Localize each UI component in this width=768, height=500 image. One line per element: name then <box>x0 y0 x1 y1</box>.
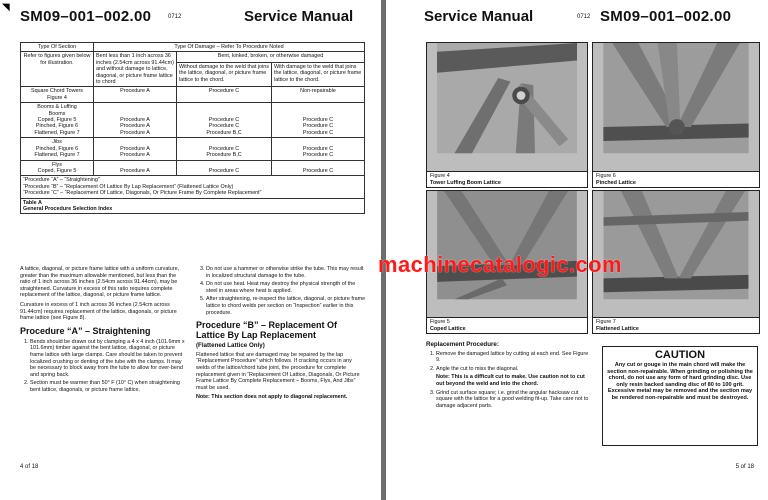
note: Note: This is a difficult cut to make. Use caution not to cut out beyond the weld and into the chord. <box>436 374 585 387</box>
procedure-cell: Procedure C Procedure C Procedure C <box>272 103 365 138</box>
section-cell: Jibs Pinched, Figure 6 Flattened, Figure 7 <box>21 138 94 160</box>
header-section: Type Of Section <box>21 43 94 52</box>
figure-caption <box>427 317 587 333</box>
section-cell: Flys Coped, Figure 5 <box>21 160 94 176</box>
section-heading: Procedure “B” – Replacement Of Lattice By Lap Replacement <box>196 320 338 341</box>
list-item: 5. After straightening, re-inspect the lattice, diagonal, or picture frame lattice to chord welds per section on “Inspection” earlier in this procedure. <box>206 296 366 316</box>
header-damage: Type Of Damage – Refer To Procedure Noted <box>94 43 365 52</box>
paragraph: Flattened lattice that are damaged may be repaired by the lap “Replacement Procedure” which follows. If cracking occurs in any welds of the lattice/chord tube joint, the procedure for complete replacement given in “Replacement Of Lattice, Diagonals, Or Picture Frame Lattice By Complete Replacement – Booms, Flys, And Jibs” must be used. <box>196 351 360 391</box>
caution-box <box>602 346 758 446</box>
procedure-cell: Procedure A <box>94 87 177 103</box>
replacement-procedure <box>426 340 594 411</box>
procedure-cell: Non-repairable <box>272 87 365 103</box>
manual-title: Service Manual <box>424 8 534 25</box>
caution-title: CAUTION <box>654 349 706 361</box>
page-number: 4 of 18 <box>20 464 39 470</box>
table-row <box>21 160 365 176</box>
list-item <box>436 366 594 388</box>
table-row <box>21 103 365 138</box>
doc-number: SM09–001–002.00 <box>600 8 732 25</box>
right-text-column <box>196 266 366 404</box>
procedure-cell: Procedure C Procedure B,C <box>177 138 272 160</box>
revision-code: 0712 <box>577 14 591 20</box>
note: Note: This section does not apply to diagonal replacement. <box>196 394 348 401</box>
right-page-header <box>386 8 768 30</box>
lattice-photo-image <box>427 43 587 169</box>
left-text-column <box>20 266 186 396</box>
figure-number: Figure 7 <box>596 319 616 326</box>
page-number: 5 of 18 <box>735 464 754 470</box>
watermark: machinecatalogic.com <box>378 252 622 277</box>
procedure-selection-table <box>20 42 365 214</box>
list-item: 1. Bends should be drawn out by clamping a 4 x 4 inch (101.6mm x 101.6mm) timber against the bent lattice, diagonal, or picture frame lattice with large clamps. Care should be taken to prevent localized crushing or denting of the tube with the clamps. It may be necessary to block away from the tube to allow for over-bend and spring back. <box>30 339 186 379</box>
list-item: 3. Do not use a hammer or otherwise strike the tube. This may result in localized structural damage to the tube. <box>206 266 366 279</box>
figure-number: Figure 6 <box>596 173 616 180</box>
list-item-text: Angle the cut to miss the diagonal. <box>436 365 519 372</box>
procedure-cell: Procedure A <box>94 160 177 176</box>
list-item: 4. Do not use heat. Heat may destroy the physical strength of the steel in areas where heat is applied. <box>206 281 366 294</box>
procedure-legend: “Procedure “A” – “Straightening” “Procedure “B” – “Replacement Of Lattice By Lap Replacement” (Flattened Lattice Only) “Procedure “C” – “Replacement Of Lattice, Diagonals, Or Picture Frame By Complete Replacement” <box>21 176 365 198</box>
figure-6-photo <box>592 42 760 188</box>
manual-title: Service Manual <box>244 8 354 25</box>
figure-title: Pinched Lattice <box>596 179 636 186</box>
figure-caption <box>593 171 759 187</box>
refer-cell: Refer to figures given below for illustration. <box>21 52 94 87</box>
revision-code: 0712 <box>168 14 182 20</box>
mouse-cursor-icon: ◥ <box>2 2 10 13</box>
bent-less-cell: Bent less than 1 inch across 36 inches (2.54cm across 91.44cm) and without damage to lattice, diagonal, or picture frame lattice to chord <box>94 52 177 87</box>
left-page <box>0 0 381 500</box>
figure-caption <box>427 171 587 187</box>
procedure-cell: Procedure C <box>177 87 272 103</box>
with-damage-cell: With damage to the weld that joins the lattice, diagonal, or picture frame lattice to the chord. <box>272 62 365 87</box>
paragraph: A lattice, diagonal, or picture frame lattice with a uniform curvature, greater than the maximum allowable mentioned, but less than the ratio of 1 inch across 36 inches (2.54cm across 91.44cm), may be straightened. Curvature in excess of this ratio requires complete replacement of the lattice, diagonal, or picture frame lattice. <box>20 266 180 299</box>
figure-caption <box>593 317 759 333</box>
table-caption-title: General Procedure Selection Index <box>23 205 113 212</box>
procedure-cell: Procedure A Procedure A <box>94 138 177 160</box>
doc-number: SM09–001–002.00 <box>20 8 152 25</box>
figure-title: Coped Lattice <box>430 325 466 332</box>
figure-number: Figure 5 <box>430 319 450 326</box>
list-item: 3. Grind cut surface square; i.e. grind the angular hacksaw cut square with the lattice for a good welding fit-up. Take care not to damage adjacent parts. <box>436 390 594 410</box>
table-row <box>21 87 365 103</box>
caution-text: Any cut or gouge in the main chord will make the section non-repairable. When grinding or polishing the chord, do not use any form of hard grinding disc. Use only resin backed sanding disc of 80 to 100 grit. Excessive metal may be removed and the section may be rendered non-repairable and must be destroyed. <box>607 362 753 401</box>
table-caption <box>21 198 365 214</box>
right-page <box>386 0 768 500</box>
figure-title: Tower Luffing Boom Lattice <box>430 179 501 186</box>
list-item: 2. Section must be warmer than 50° F (10° C) when straightening bent lattice, diagonals, or picture frame lattice. <box>30 380 186 393</box>
table-caption-label: Table A <box>23 199 42 206</box>
figure-number: Figure 4 <box>430 173 450 180</box>
lattice-photo-image <box>593 43 759 169</box>
procedure-cell: Procedure C Procedure C Procedure B,C <box>177 103 272 138</box>
procedure-cell: Procedure A Procedure A Procedure A <box>94 103 177 138</box>
figure-4-photo <box>426 42 588 188</box>
section-heading: Replacement Procedure: <box>426 341 499 348</box>
procedure-cell: Procedure C Procedure C <box>272 138 365 160</box>
procedure-cell: Procedure C <box>272 160 365 176</box>
procedure-cell: Procedure C <box>177 160 272 176</box>
section-heading: Procedure “A” – Straightening <box>20 325 151 336</box>
bent-kinked-cell: Bent, kinked, broken, or otherwise damaged <box>177 52 365 62</box>
section-cell: Booms & Luffing Booms Coped, Figure 5 Pinched, Figure 6 Flattened, Figure 7 <box>21 103 94 138</box>
list-item: 1. Remove the damaged lattice by cutting at each end. See Figure 9. <box>436 351 594 364</box>
section-subheading: (Flattened Lattice Only) <box>196 342 265 350</box>
table-row <box>21 138 365 160</box>
section-cell: Square Chord Towers Figure 4 <box>21 87 94 103</box>
left-page-header <box>0 8 381 30</box>
without-damage-cell: Without damage to the weld that joins the lattice, diagonal, or picture frame lattice to the chord. <box>177 62 272 87</box>
figure-title: Flattened Lattice <box>596 325 639 332</box>
paragraph: Curvature in excess of 1 inch across 36 inches (2.54cm across 91.44cm) requires replacement of the lattice, diagonals, or picture frame lattice (see Figure 8). <box>20 301 177 322</box>
